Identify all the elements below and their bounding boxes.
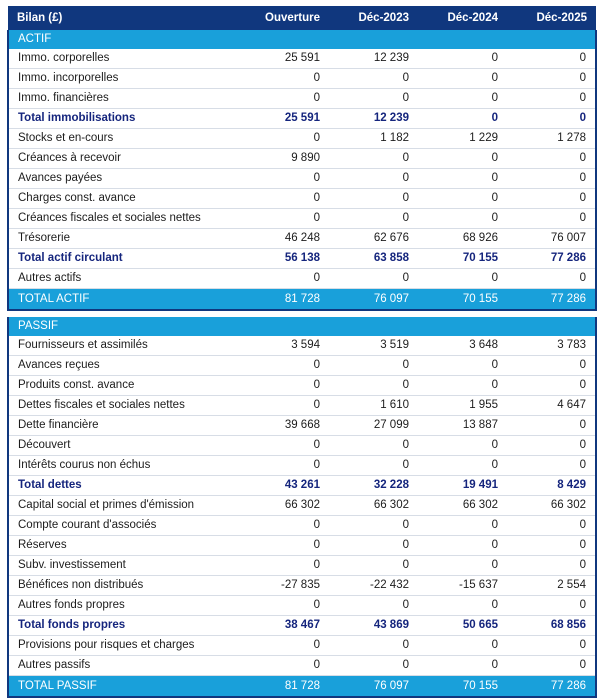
row-value: 0 xyxy=(240,69,329,89)
header-row xyxy=(8,6,596,30)
row-value: 46 248 xyxy=(240,229,329,249)
row-value: 0 xyxy=(507,269,596,289)
row-label: Immo. financières xyxy=(8,89,240,109)
row-value: 0 xyxy=(240,189,329,209)
table-row xyxy=(8,169,596,189)
row-value: 0 xyxy=(507,636,596,656)
row-value: 0 xyxy=(240,596,329,616)
row-value: 0 xyxy=(507,149,596,169)
row-value: 0 xyxy=(507,416,596,436)
table-row xyxy=(8,336,596,356)
row-value: 0 xyxy=(507,536,596,556)
row-value: 0 xyxy=(507,376,596,396)
table-row xyxy=(8,556,596,576)
row-value: 1 955 xyxy=(418,396,507,416)
subtotal-row xyxy=(8,616,596,636)
row-value: 0 xyxy=(240,376,329,396)
row-label: Immo. corporelles xyxy=(8,49,240,69)
table-row xyxy=(8,636,596,656)
row-label: Compte courant d'associés xyxy=(8,516,240,536)
row-value: 43 869 xyxy=(329,616,418,636)
row-label: Total dettes xyxy=(8,476,240,496)
row-label: Fournisseurs et assimilés xyxy=(8,336,240,356)
section-header-filler xyxy=(418,317,507,336)
row-value: 0 xyxy=(240,89,329,109)
row-value: 1 182 xyxy=(329,129,418,149)
row-value: 0 xyxy=(240,456,329,476)
subtotal-row xyxy=(8,109,596,129)
section-header-label: ACTIF xyxy=(8,30,240,49)
row-label: Subv. investissement xyxy=(8,556,240,576)
row-value: 12 239 xyxy=(329,49,418,69)
row-label: Avances payées xyxy=(8,169,240,189)
row-value: 62 676 xyxy=(329,229,418,249)
row-value: 0 xyxy=(418,596,507,616)
grand-total-value: 70 155 xyxy=(418,289,507,311)
row-label: Stocks et en-cours xyxy=(8,129,240,149)
row-value: 0 xyxy=(418,49,507,69)
row-value: 0 xyxy=(418,556,507,576)
section-header-filler xyxy=(507,317,596,336)
row-value: 0 xyxy=(240,636,329,656)
grand-total-value: 77 286 xyxy=(507,676,596,698)
row-value: 0 xyxy=(507,169,596,189)
grand-total-label: TOTAL ACTIF xyxy=(8,289,240,311)
row-label: Capital social et primes d'émission xyxy=(8,496,240,516)
row-value: 0 xyxy=(240,556,329,576)
section-spacer xyxy=(8,310,596,317)
table-row xyxy=(8,69,596,89)
table-row xyxy=(8,149,596,169)
row-value: 8 429 xyxy=(507,476,596,496)
section-header-filler xyxy=(418,30,507,49)
row-value: 13 887 xyxy=(418,416,507,436)
row-value: 50 665 xyxy=(418,616,507,636)
table-row xyxy=(8,129,596,149)
grand-total-value: 70 155 xyxy=(418,676,507,698)
section-header-filler xyxy=(329,30,418,49)
table-row xyxy=(8,49,596,69)
table-row xyxy=(8,656,596,676)
row-label: Total actif circulant xyxy=(8,249,240,269)
row-label: Bénéfices non distribués xyxy=(8,576,240,596)
row-value: 0 xyxy=(507,69,596,89)
column-header-dec-2023: Déc-2023 xyxy=(329,6,418,30)
row-value: 0 xyxy=(418,636,507,656)
column-header-title: Bilan (£) xyxy=(8,6,240,30)
section-header-filler xyxy=(240,30,329,49)
row-value: -22 432 xyxy=(329,576,418,596)
row-value: 0 xyxy=(507,49,596,69)
row-value: 0 xyxy=(240,129,329,149)
row-value: 0 xyxy=(418,209,507,229)
table-row xyxy=(8,189,596,209)
row-value: 0 xyxy=(329,189,418,209)
table-header xyxy=(8,6,596,30)
row-value: 0 xyxy=(329,536,418,556)
section-header-row xyxy=(8,30,596,49)
row-value: 3 519 xyxy=(329,336,418,356)
grand-total-row xyxy=(8,676,596,698)
spacer-cell xyxy=(8,310,596,317)
row-value: 25 591 xyxy=(240,49,329,69)
table-row xyxy=(8,269,596,289)
row-value: 0 xyxy=(507,356,596,376)
row-value: 0 xyxy=(418,169,507,189)
row-value: 27 099 xyxy=(329,416,418,436)
table-row xyxy=(8,89,596,109)
row-value: 68 856 xyxy=(507,616,596,636)
row-value: 0 xyxy=(329,69,418,89)
grand-total-label: TOTAL PASSIF xyxy=(8,676,240,698)
row-value: 0 xyxy=(507,109,596,129)
row-value: 0 xyxy=(240,269,329,289)
row-value: 0 xyxy=(329,356,418,376)
row-label: Découvert xyxy=(8,436,240,456)
table-row xyxy=(8,376,596,396)
row-value: 0 xyxy=(240,516,329,536)
row-value: 39 668 xyxy=(240,416,329,436)
section-header-row xyxy=(8,317,596,336)
row-value: 0 xyxy=(507,596,596,616)
row-value: 0 xyxy=(329,656,418,676)
row-value: 32 228 xyxy=(329,476,418,496)
row-value: 0 xyxy=(418,656,507,676)
section-header-filler xyxy=(329,317,418,336)
row-value: 0 xyxy=(329,149,418,169)
table-row xyxy=(8,576,596,596)
section-header-filler xyxy=(240,317,329,336)
row-value: 0 xyxy=(240,169,329,189)
row-value: 0 xyxy=(418,456,507,476)
row-value: 0 xyxy=(418,109,507,129)
row-label: Provisions pour risques et charges xyxy=(8,636,240,656)
row-label: Avances reçues xyxy=(8,356,240,376)
row-value: 0 xyxy=(507,209,596,229)
row-label: Réserves xyxy=(8,536,240,556)
row-value: 0 xyxy=(418,436,507,456)
row-value: 0 xyxy=(329,269,418,289)
row-value: 0 xyxy=(240,536,329,556)
column-header-dec-2025: Déc-2025 xyxy=(507,6,596,30)
row-value: 0 xyxy=(329,169,418,189)
row-label: Immo. incorporelles xyxy=(8,69,240,89)
table-row xyxy=(8,416,596,436)
row-value: 0 xyxy=(329,596,418,616)
row-value: 0 xyxy=(507,556,596,576)
row-value: 77 286 xyxy=(507,249,596,269)
row-value: 2 554 xyxy=(507,576,596,596)
row-value: 0 xyxy=(329,636,418,656)
grand-total-value: 81 728 xyxy=(240,289,329,311)
row-value: 4 647 xyxy=(507,396,596,416)
grand-total-value: 77 286 xyxy=(507,289,596,311)
row-value: 56 138 xyxy=(240,249,329,269)
row-label: Dette financière xyxy=(8,416,240,436)
row-value: 0 xyxy=(240,356,329,376)
row-value: 0 xyxy=(329,516,418,536)
row-value: 0 xyxy=(329,376,418,396)
subtotal-row xyxy=(8,249,596,269)
row-value: 0 xyxy=(507,656,596,676)
balance-sheet-table xyxy=(7,6,597,698)
row-value: 0 xyxy=(418,356,507,376)
row-value: 0 xyxy=(418,89,507,109)
grand-total-value: 76 097 xyxy=(329,676,418,698)
row-value: 25 591 xyxy=(240,109,329,129)
row-value: 0 xyxy=(418,149,507,169)
row-value: 66 302 xyxy=(329,496,418,516)
column-header-dec-2024: Déc-2024 xyxy=(418,6,507,30)
section-header-label: PASSIF xyxy=(8,317,240,336)
row-value: 1 229 xyxy=(418,129,507,149)
row-value: 0 xyxy=(329,556,418,576)
row-value: 38 467 xyxy=(240,616,329,636)
table-row xyxy=(8,396,596,416)
row-value: 63 858 xyxy=(329,249,418,269)
row-value: 0 xyxy=(418,269,507,289)
row-value: 0 xyxy=(507,436,596,456)
row-label: Total immobilisations xyxy=(8,109,240,129)
row-label: Dettes fiscales et sociales nettes xyxy=(8,396,240,416)
row-value: 66 302 xyxy=(418,496,507,516)
row-value: 0 xyxy=(329,209,418,229)
row-value: 9 890 xyxy=(240,149,329,169)
section-header-filler xyxy=(507,30,596,49)
row-value: 0 xyxy=(418,189,507,209)
row-value: 66 302 xyxy=(507,496,596,516)
row-label: Produits const. avance xyxy=(8,376,240,396)
row-value: 19 491 xyxy=(418,476,507,496)
subtotal-row xyxy=(8,476,596,496)
row-label: Créances à recevoir xyxy=(8,149,240,169)
table-row xyxy=(8,229,596,249)
column-header-ouverture: Ouverture xyxy=(240,6,329,30)
row-label: Intérêts courus non échus xyxy=(8,456,240,476)
table-row xyxy=(8,436,596,456)
row-value: 3 594 xyxy=(240,336,329,356)
row-label: Charges const. avance xyxy=(8,189,240,209)
row-label: Autres actifs xyxy=(8,269,240,289)
row-value: 0 xyxy=(507,89,596,109)
grand-total-row xyxy=(8,289,596,311)
row-value: 0 xyxy=(418,516,507,536)
row-value: 0 xyxy=(240,209,329,229)
row-value: -15 637 xyxy=(418,576,507,596)
row-value: 66 302 xyxy=(240,496,329,516)
row-value: 76 007 xyxy=(507,229,596,249)
row-value: 0 xyxy=(240,656,329,676)
row-value: 0 xyxy=(240,436,329,456)
table-row xyxy=(8,596,596,616)
row-label: Trésorerie xyxy=(8,229,240,249)
table-row xyxy=(8,536,596,556)
table-row xyxy=(8,209,596,229)
row-value: 0 xyxy=(418,536,507,556)
row-label: Autres passifs xyxy=(8,656,240,676)
row-value: 3 648 xyxy=(418,336,507,356)
row-value: 1 278 xyxy=(507,129,596,149)
row-value: 0 xyxy=(418,69,507,89)
row-value: 0 xyxy=(507,456,596,476)
table-body xyxy=(8,30,596,697)
row-value: 3 783 xyxy=(507,336,596,356)
row-value: -27 835 xyxy=(240,576,329,596)
row-value: 0 xyxy=(507,516,596,536)
row-value: 0 xyxy=(240,396,329,416)
row-value: 0 xyxy=(329,89,418,109)
row-value: 0 xyxy=(329,436,418,456)
row-value: 1 610 xyxy=(329,396,418,416)
row-value: 70 155 xyxy=(418,249,507,269)
row-value: 0 xyxy=(329,456,418,476)
row-value: 0 xyxy=(507,189,596,209)
table-row xyxy=(8,456,596,476)
table-row xyxy=(8,516,596,536)
row-label: Créances fiscales et sociales nettes xyxy=(8,209,240,229)
row-value: 12 239 xyxy=(329,109,418,129)
row-label: Total fonds propres xyxy=(8,616,240,636)
table-row xyxy=(8,496,596,516)
row-value: 68 926 xyxy=(418,229,507,249)
grand-total-value: 76 097 xyxy=(329,289,418,311)
row-value: 0 xyxy=(418,376,507,396)
row-label: Autres fonds propres xyxy=(8,596,240,616)
grand-total-value: 81 728 xyxy=(240,676,329,698)
row-value: 43 261 xyxy=(240,476,329,496)
table-row xyxy=(8,356,596,376)
